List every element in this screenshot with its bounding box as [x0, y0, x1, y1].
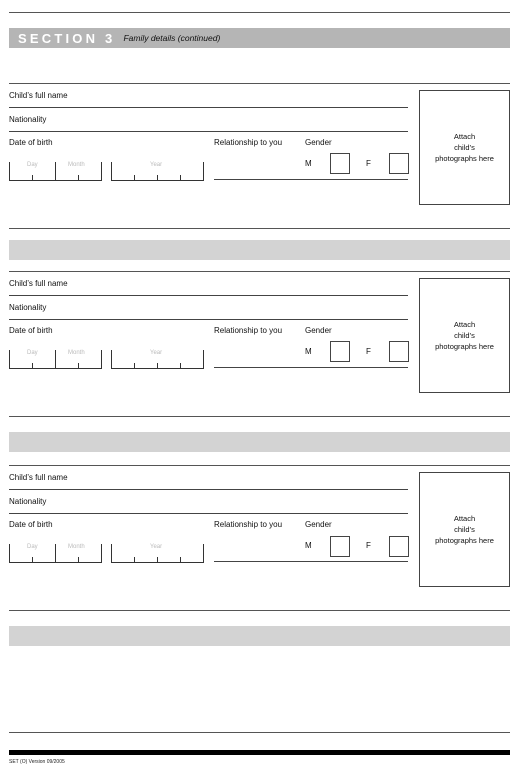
photo-line-2: child’s: [454, 331, 475, 340]
child-3-nationality-field[interactable]: [9, 513, 408, 514]
child-1-relationship-label: Relationship to you: [214, 138, 283, 147]
child-2-relationship-field[interactable]: [214, 367, 408, 368]
child-2-full-name-field[interactable]: [9, 295, 408, 296]
child-1-gender-m-checkbox[interactable]: [330, 153, 350, 174]
child-1-dob-label: Date of birth: [9, 138, 53, 147]
child-3-full-name-field[interactable]: [9, 489, 408, 490]
year-hint: Year: [150, 350, 163, 356]
child-1-gender-f-label: F: [366, 159, 371, 168]
child-3-dob-day-month-field[interactable]: [9, 544, 102, 563]
date-tick: [134, 175, 135, 180]
photo-instructions: [435, 513, 494, 546]
child-3-photo-box[interactable]: [419, 472, 510, 587]
child-1-gender-m-label: M: [305, 159, 312, 168]
child-3-gender-label: Gender: [305, 520, 332, 529]
child-3-gender-f-label: F: [366, 541, 371, 550]
month-hint: Month: [68, 350, 85, 356]
footer-bar: [9, 750, 510, 755]
date-tick: [180, 175, 181, 180]
photo-instructions: [435, 319, 494, 352]
block-3-top-rule: [9, 465, 510, 466]
child-3-dob-year-field[interactable]: [111, 544, 204, 563]
child-1-nationality-field[interactable]: [9, 131, 408, 132]
photo-instructions: [435, 131, 494, 164]
child-3-dob-label: Date of birth: [9, 520, 53, 529]
date-divider: [55, 350, 56, 368]
date-tick: [32, 175, 33, 180]
child-3-relationship-field[interactable]: [214, 561, 408, 562]
date-tick: [134, 557, 135, 562]
block-1-bottom-rule: [9, 228, 510, 229]
date-tick: [157, 557, 158, 562]
child-2-gender-f-checkbox[interactable]: [389, 341, 409, 362]
day-hint: Day: [27, 544, 38, 550]
child-1-nationality-label: Nationality: [9, 115, 47, 124]
year-hint: Year: [150, 544, 163, 550]
child-3-nationality-label: Nationality: [9, 497, 47, 506]
photo-line-1: Attach: [453, 320, 476, 329]
child-2-gender-label: Gender: [305, 326, 332, 335]
separator-band-3: [9, 626, 510, 646]
child-1-dob-day-month-field[interactable]: [9, 162, 102, 181]
block-2-top-rule: [9, 271, 510, 272]
date-tick: [180, 557, 181, 562]
section-subtitle: Family details (continued): [123, 33, 221, 43]
photo-line-3: photographs here: [435, 154, 494, 163]
block-2-bottom-rule: [9, 416, 510, 417]
child-2-dob-year-field[interactable]: [111, 350, 204, 369]
day-hint: Day: [27, 350, 38, 356]
date-tick: [157, 175, 158, 180]
photo-line-3: photographs here: [435, 342, 494, 351]
block-3-bottom-rule: [9, 610, 510, 611]
year-hint: Year: [150, 162, 163, 168]
date-tick: [32, 363, 33, 368]
day-hint: Day: [27, 162, 38, 168]
separator-band-1: [9, 240, 510, 260]
month-hint: Month: [68, 162, 85, 168]
section-header: [9, 28, 510, 48]
separator-band-2: [9, 432, 510, 452]
date-divider: [55, 162, 56, 180]
child-2-full-name-label: Child’s full name: [9, 279, 68, 288]
child-2-nationality-label: Nationality: [9, 303, 47, 312]
child-1-full-name-field[interactable]: [9, 107, 408, 108]
child-3-relationship-label: Relationship to you: [214, 520, 283, 529]
footer-version: SET (O) Version 09/2005: [9, 759, 65, 765]
child-2-gender-f-label: F: [366, 347, 371, 356]
child-2-dob-day-month-field[interactable]: [9, 350, 102, 369]
child-1-relationship-field[interactable]: [214, 179, 408, 180]
date-tick: [78, 175, 79, 180]
date-tick: [78, 363, 79, 368]
child-1-dob-year-field[interactable]: [111, 162, 204, 181]
top-rule: [9, 12, 510, 13]
date-tick: [157, 363, 158, 368]
child-2-relationship-label: Relationship to you: [214, 326, 283, 335]
child-1-gender-label: Gender: [305, 138, 332, 147]
child-3-full-name-label: Child’s full name: [9, 473, 68, 482]
child-2-dob-label: Date of birth: [9, 326, 53, 335]
photo-line-3: photographs here: [435, 536, 494, 545]
child-2-gender-m-label: M: [305, 347, 312, 356]
section-title: SECTION 3: [18, 30, 116, 46]
bottom-rule: [9, 732, 510, 733]
child-2-gender-m-checkbox[interactable]: [330, 341, 350, 362]
photo-line-1: Attach: [453, 514, 476, 523]
date-tick: [180, 363, 181, 368]
child-3-gender-f-checkbox[interactable]: [389, 536, 409, 557]
month-hint: Month: [68, 544, 85, 550]
photo-line-2: child’s: [454, 525, 475, 534]
date-tick: [134, 363, 135, 368]
date-tick: [32, 557, 33, 562]
block-1-top-rule: [9, 83, 510, 84]
photo-line-1: Attach: [453, 132, 476, 141]
child-1-gender-f-checkbox[interactable]: [389, 153, 409, 174]
child-1-full-name-label: Child’s full name: [9, 91, 68, 100]
child-3-gender-m-checkbox[interactable]: [330, 536, 350, 557]
date-divider: [55, 544, 56, 562]
child-2-photo-box[interactable]: [419, 278, 510, 393]
child-2-nationality-field[interactable]: [9, 319, 408, 320]
date-tick: [78, 557, 79, 562]
child-3-gender-m-label: M: [305, 541, 312, 550]
child-1-photo-box[interactable]: [419, 90, 510, 205]
photo-line-2: child’s: [454, 143, 475, 152]
